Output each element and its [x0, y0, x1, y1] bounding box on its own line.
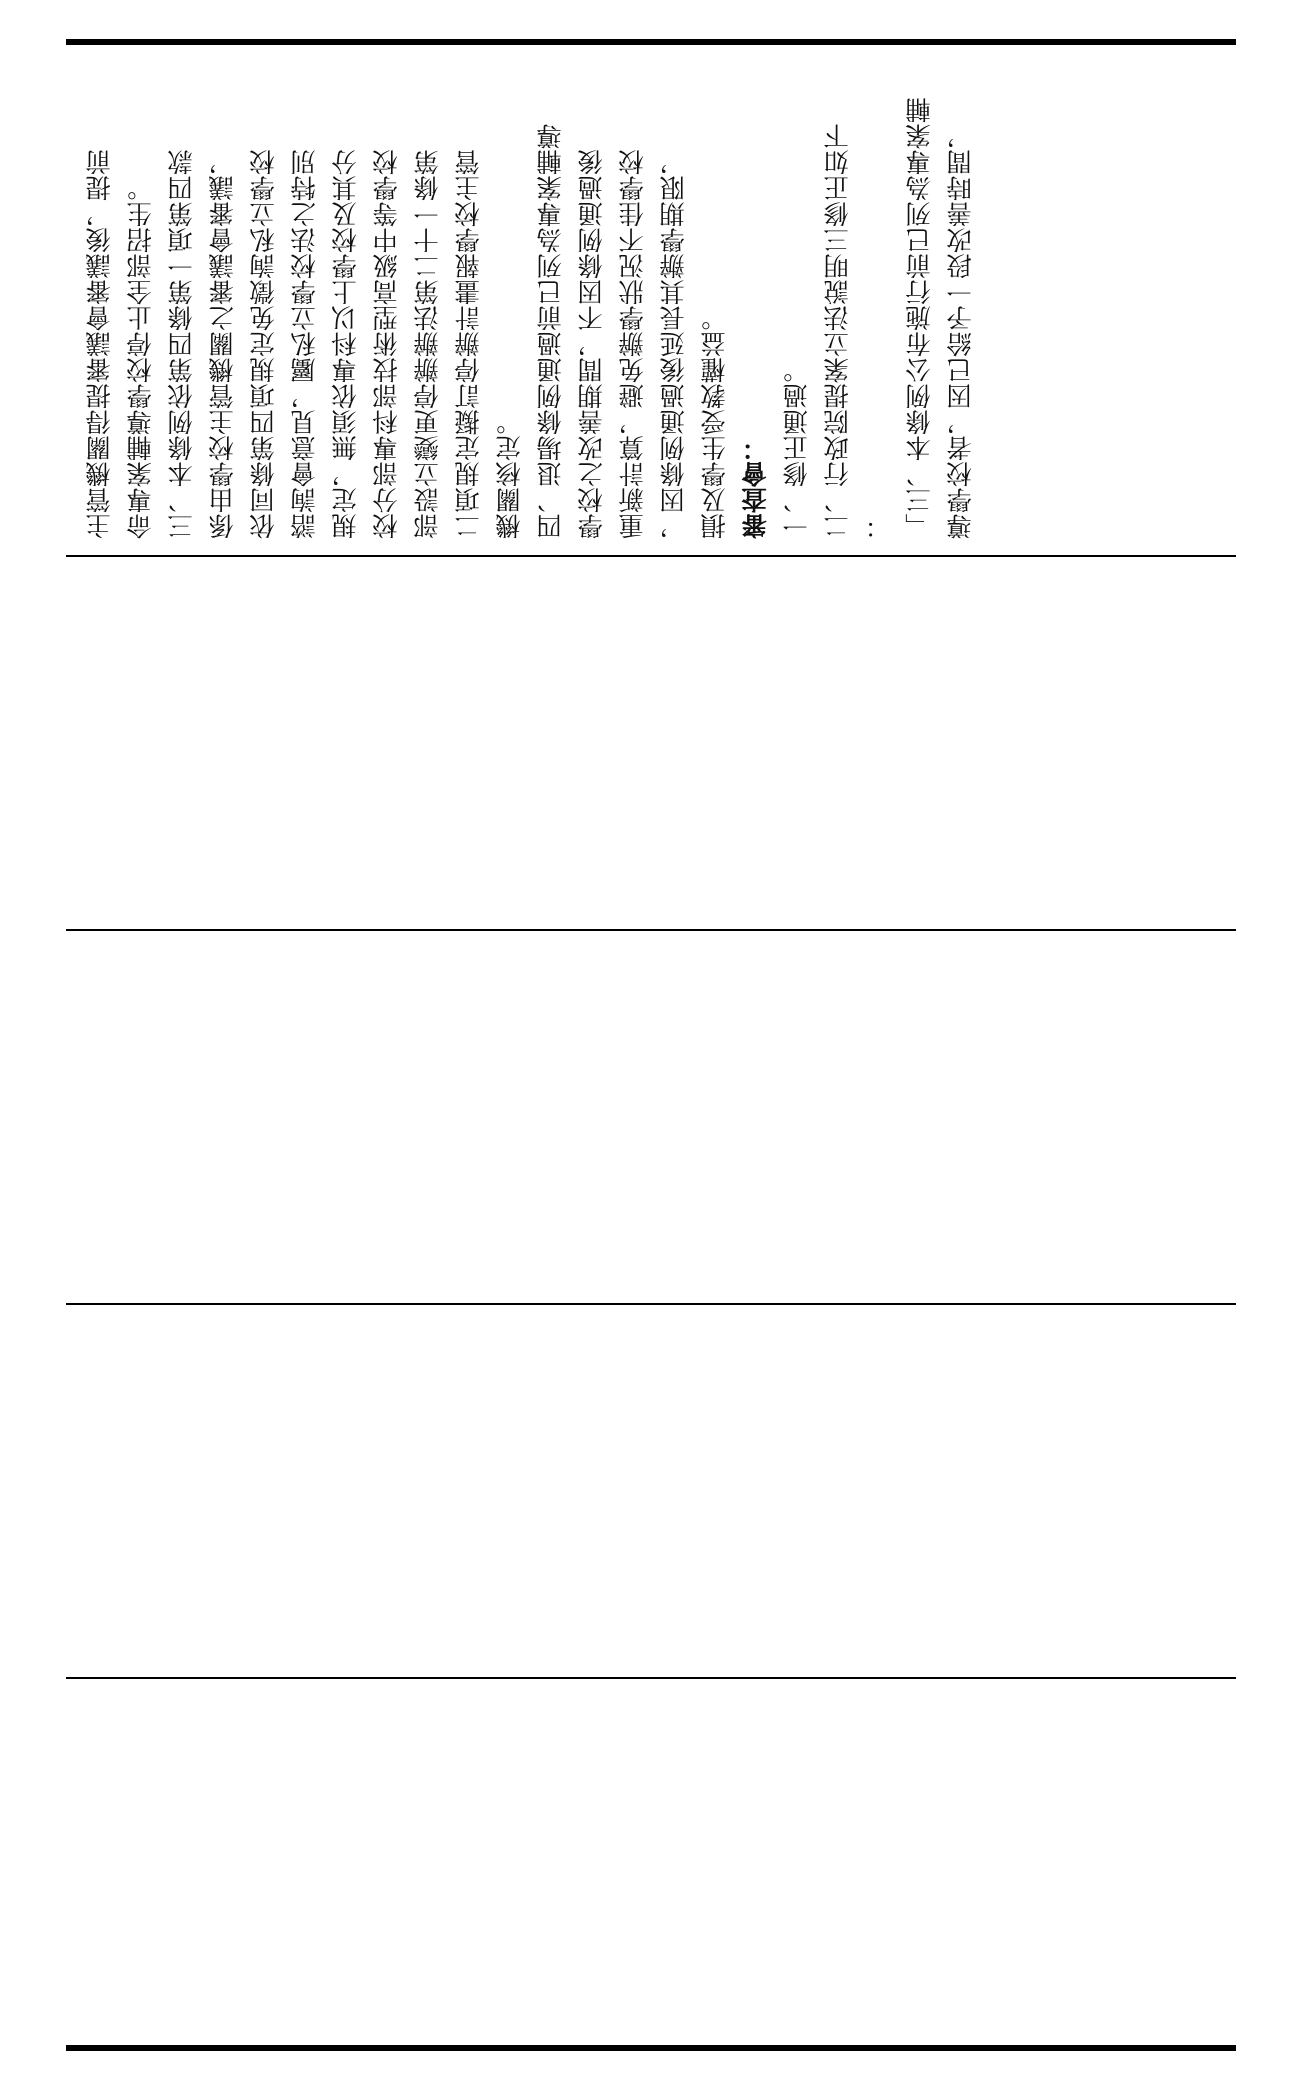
text-column: 四、退場條例通過前已列為專案輔導: [536, 123, 566, 539]
text-column: 「三、本條例公布施行前已列為專案輔: [905, 97, 935, 539]
table-row-empty: [66, 557, 1236, 929]
text-column: ：: [864, 513, 894, 539]
text-column: 三、本條例依第四條第一項第四款: [167, 149, 197, 539]
table-row: [66, 45, 1236, 555]
text-column: 損及學生受教權益。: [700, 305, 730, 539]
text-column: 導學校者，因已給予一段改善時間，: [946, 123, 976, 539]
text-column: 二項規定擬訂停辦計畫報學校主管: [454, 149, 484, 539]
text-column: 係由學校主管機關之審議會審議，: [208, 149, 238, 539]
table-row-empty: [66, 1305, 1236, 1677]
text-column: 諮詢會意見，屬私立學校法之特別: [290, 149, 320, 539]
text-column: 依同條第四項規定免徵詢私立學校: [249, 149, 279, 539]
table-bottom-border: [66, 2045, 1236, 2051]
text-column: ，因條例通過後延長其辦學期限，: [659, 149, 689, 539]
text-column: 校分部專科部技術型高級中等學校: [372, 149, 402, 539]
text-column: 規定，無須依專科以上學校及其分: [331, 149, 361, 539]
explanation-text-block: [80, 59, 1230, 539]
text-column: 機關核定。: [495, 409, 525, 539]
text-column: 學校之改善期間，不因條例通過後: [577, 149, 607, 539]
text-column: 命專案輔導學校停止全部招生。: [126, 175, 156, 539]
text-column: 審查會：: [741, 435, 771, 539]
text-column: 二、行政院提案立法說明三修正如下: [823, 123, 853, 539]
text-column: 部設立變更停辦辦法第二十一條第: [413, 149, 443, 539]
text-column: 一、修正通過。: [782, 357, 812, 539]
text-column: 重新計算，避免辦學狀況不佳學校: [618, 149, 648, 539]
table-row-empty: [66, 1679, 1236, 2045]
table-row-empty: [66, 931, 1236, 1303]
text-column: 主管機關得提審議會審議後，提前: [85, 149, 115, 539]
